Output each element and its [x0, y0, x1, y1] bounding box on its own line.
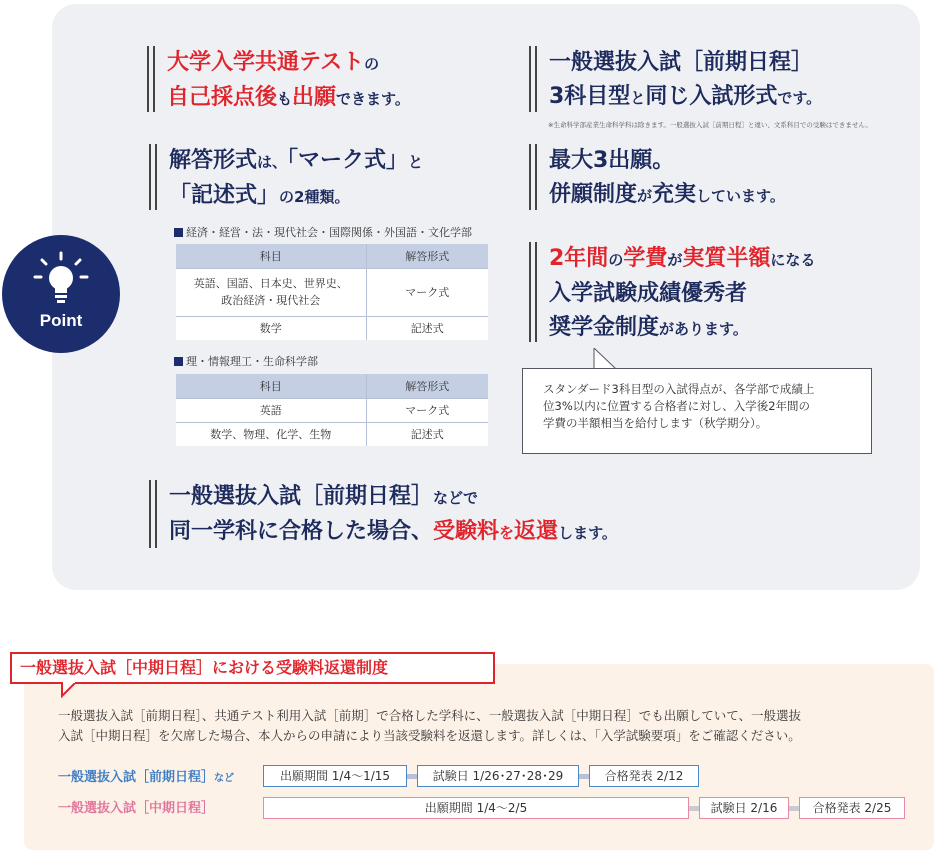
mid-apply-period: 出願期間 1/4〜2/5: [263, 797, 689, 819]
timeline-connector: [789, 806, 799, 811]
max-three-text: 最大3出願。: [549, 148, 675, 173]
table-cell: マーク式: [366, 268, 488, 316]
table-cell: 記述式: [366, 422, 488, 446]
self-scoring-text: 自己採点後: [167, 85, 278, 110]
early-exam-text: 一般選抜入試［前期日程］: [169, 484, 434, 509]
timeline-connector: [407, 774, 417, 779]
mid-label-text: 一般選抜入試［中期日程］: [58, 801, 215, 816]
description-line: 一般選抜入試［前期日程］、共通テスト利用入試［前期］で合格した学科に、一般選抜入試［中期日程］でも出願していて、一般選抜: [58, 708, 802, 723]
table2: [176, 374, 488, 446]
particle-text: は、: [257, 153, 288, 171]
feature-multiple-applications: [529, 144, 785, 210]
table2-heading-text: 理・情報理工・生命科学部: [186, 355, 318, 368]
table-cell: 数学: [176, 316, 366, 340]
table1: [176, 244, 488, 340]
mid-exam-date: 試験日 2/16: [699, 797, 789, 819]
feature-self-scoring: [147, 46, 410, 112]
table1-col-format: 解答形式: [366, 244, 488, 268]
timeline-early-label: [58, 766, 234, 785]
early-exam-title: 一般選抜入試［前期日程］: [549, 50, 814, 75]
refund-section: [24, 664, 934, 850]
arimasu-text: があります。: [659, 320, 748, 338]
footnote: ※生命科学部産業生命科学科は除きます。一般選抜入試［前期日程］と違い、文系科目での受験はできません。: [548, 121, 872, 129]
honor-student-text: 入学試験成績優秀者: [549, 281, 748, 306]
two-types-text: の2種類。: [279, 188, 350, 206]
refund-text: 返還: [514, 519, 559, 544]
early-label-text: 一般選抜入試［前期日程］: [58, 770, 215, 785]
scholarship-text: 奨学金制度: [549, 315, 660, 340]
square-bullet-icon: [174, 228, 183, 237]
title-tail-icon: [60, 682, 80, 698]
table2-col-format: 解答形式: [366, 374, 488, 398]
exam-fee-text: 受験料: [433, 519, 500, 544]
desu-text: です。: [777, 89, 822, 107]
table-row: [176, 398, 488, 422]
subject-line: 政治経済・現代社会: [221, 294, 321, 307]
table2-col-subject: 科目: [176, 374, 366, 398]
particle-text: が: [637, 187, 653, 205]
written-format-text: 「記述式」: [169, 183, 280, 208]
table1-col-subject: 科目: [176, 244, 366, 268]
three-subjects-text: 3科目型: [549, 84, 631, 109]
table-cell: マーク式: [366, 398, 488, 422]
common-test-text: 大学入学共通テスト: [167, 50, 365, 75]
feature-scholarship: [529, 242, 815, 342]
particle-text: も: [277, 90, 293, 108]
label-suffix: など: [214, 773, 235, 784]
timeline-mid-label: [58, 797, 214, 816]
feature-answer-format: [149, 144, 423, 210]
enhanced-text: 充実: [652, 182, 697, 207]
feature-same-format: [529, 46, 821, 112]
bubble-line: 学費の半額相当を給付します（秋学期分）。: [543, 416, 768, 430]
parallel-system-text: 併願制度: [549, 182, 638, 207]
point-badge: [2, 235, 120, 353]
table-row: [176, 268, 488, 316]
tuition-text: 学費: [623, 246, 668, 271]
timeline-connector: [579, 774, 589, 779]
scholarship-bubble: [522, 368, 872, 454]
mark-format-text: 「マーク式」: [287, 148, 409, 173]
table-cell: [176, 268, 366, 316]
particle-text: の: [364, 55, 380, 73]
description-line: 入試［中期日程］を欠席した場合、本人からの申請により当該受験料を返還します。詳しくは、「入学試験要項」をご確認ください。: [58, 728, 801, 743]
same-department-text: 同一学科に合格した場合、: [169, 519, 434, 544]
mid-result-date: 合格発表 2/25: [799, 797, 905, 819]
answer-format-text: 解答形式: [169, 148, 258, 173]
table2-heading: [174, 353, 318, 369]
can-text: できます。: [336, 90, 410, 108]
shimasu-text: します。: [558, 524, 617, 542]
lightbulb-icon: [32, 251, 90, 309]
early-result-date: 合格発表 2/12: [589, 765, 699, 787]
half-price-text: 実質半額: [682, 246, 771, 271]
refund-description: [58, 706, 918, 746]
particle-text: を: [499, 524, 515, 542]
table-row: [176, 422, 488, 446]
feature-fee-refund: [149, 480, 617, 548]
bubble-line: スタンダード3科目型の入試得点が、各学部で成績上: [543, 382, 815, 396]
table-cell: 英語: [176, 398, 366, 422]
subject-line: 英語、国語、日本史、世界史、: [193, 277, 348, 290]
apply-text: 出願: [292, 85, 337, 110]
shiteimasu-text: しています。: [696, 187, 785, 205]
table-row: [176, 316, 488, 340]
table1-heading-text: 経済・経営・法・現代社会・国際関係・外国語・文化学部: [186, 226, 472, 239]
table-cell: 数学、物理、化学、生物: [176, 422, 366, 446]
two-years-text: 2年間: [549, 246, 609, 271]
nadode-text: などで: [433, 489, 479, 507]
table1-heading: [174, 224, 472, 240]
early-apply-period: 出願期間 1/4〜1/15: [263, 765, 407, 787]
table-cell: 記述式: [366, 316, 488, 340]
point-label: Point: [39, 311, 83, 330]
ninaru-text: になる: [770, 251, 816, 269]
early-exam-date: 試験日 1/26･27･28･29: [417, 765, 579, 787]
particle-text: と: [630, 89, 646, 107]
same-format-text: 同じ入試形式: [645, 84, 778, 109]
refund-title: 一般選抜入試［中期日程］における受験料返還制度: [10, 652, 495, 684]
particle-text: が: [667, 251, 683, 269]
timeline-connector: [689, 806, 699, 811]
bubble-line: 位3%以内に位置する合格者に対し、入学後2年間の: [543, 399, 811, 413]
particle-text: の: [608, 251, 624, 269]
square-bullet-icon: [174, 357, 183, 366]
particle-text: と: [408, 153, 424, 171]
